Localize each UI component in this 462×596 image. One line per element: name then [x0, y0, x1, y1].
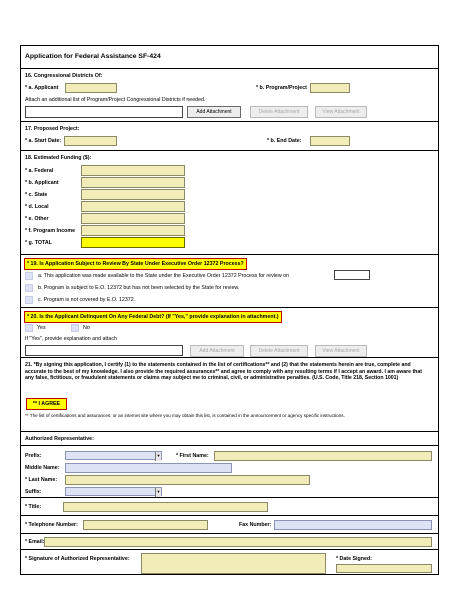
s18-heading: 18. Estimated Funding ($):: [25, 155, 92, 161]
applicant-district-field[interactable]: [65, 83, 117, 93]
email-field[interactable]: [44, 537, 432, 547]
rep-name-block: [21, 445, 438, 498]
s19-option-b-radio[interactable]: [25, 284, 33, 292]
rep-email-row: [21, 533, 438, 550]
date-signed-field[interactable]: [336, 564, 432, 573]
start-date-label: * a. Start Date:: [25, 138, 62, 144]
section-18: [21, 150, 438, 254]
i-agree-checkbox[interactable]: ** I AGREE: [26, 398, 67, 410]
program-district-label: * b. Program/Project: [256, 85, 307, 91]
funding-local-field[interactable]: [81, 201, 185, 212]
last-name-label: * Last Name:: [25, 477, 58, 483]
s19-option-c-label: c. Program is not covered by E.O. 12372.: [38, 297, 136, 303]
middle-name-field[interactable]: [65, 463, 232, 473]
fax-field[interactable]: [274, 520, 432, 530]
s20-explain-label: If "Yes", provide explanation and attach: [25, 336, 117, 342]
s19-option-a-label: a. This application was made available to the State under the Executive Order 12372 Process for review on: [38, 273, 290, 279]
funding-federal-label: * a. Federal: [25, 168, 54, 174]
s20-yes-radio[interactable]: [25, 324, 33, 332]
s20-no-radio[interactable]: [71, 324, 79, 332]
email-label: * Email:: [25, 539, 45, 545]
program-district-field[interactable]: [310, 83, 350, 93]
rep-title-row: [21, 497, 438, 516]
delete-attachment-button[interactable]: Delete Attachment: [250, 106, 308, 118]
chevron-down-icon[interactable]: ▼: [155, 452, 161, 461]
districts-attachment-field[interactable]: [25, 106, 183, 118]
section-21: [21, 357, 438, 432]
first-name-field[interactable]: [214, 451, 432, 461]
prefix-select[interactable]: [65, 451, 162, 460]
s19-review-date-field[interactable]: [334, 270, 370, 280]
s17-heading: 17. Proposed Project:: [25, 126, 80, 132]
prefix-label: Prefix:: [25, 453, 42, 459]
s20-view-attachment-button[interactable]: View Attachment: [315, 345, 367, 357]
signature-field[interactable]: [141, 553, 326, 574]
s20-add-attachment-button[interactable]: Add Attachment: [190, 345, 244, 357]
end-date-label: * b. End Date:: [267, 138, 302, 144]
start-date-field[interactable]: [64, 136, 117, 146]
funding-applicant-field[interactable]: [81, 177, 185, 188]
funding-state-field[interactable]: [81, 189, 185, 200]
funding-local-label: * d. Local: [25, 204, 49, 210]
certification-note: ** The list of certifications and assurances, or an internet site where you may obtain this list, is contained in the announcement or agency specific instructions.: [25, 413, 345, 418]
rep-heading-row: [21, 431, 438, 446]
last-name-field[interactable]: [65, 475, 310, 485]
chevron-down-icon[interactable]: ▼: [155, 488, 161, 497]
attach-districts-label: Attach an additional list of Program/Project Congressional Districts if needed.: [25, 97, 206, 103]
s19-question: * 19. Is Application Subject to Review By State Under Executive Order 12372 Process?: [24, 258, 247, 270]
funding-other-label: * e. Other: [25, 216, 49, 222]
rep-phone-row: [21, 515, 438, 534]
rep-heading: Authorized Representative:: [25, 436, 94, 442]
funding-total-label: * g. TOTAL: [25, 240, 52, 246]
s20-attachment-field[interactable]: [25, 345, 183, 356]
rep-signature-row: [21, 549, 438, 575]
applicant-district-label: * a. Applicant: [25, 85, 59, 91]
add-attachment-button[interactable]: Add Attachment: [187, 106, 241, 118]
title-label: * Title:: [25, 504, 42, 510]
s19-option-c-radio[interactable]: [25, 296, 33, 304]
title-field[interactable]: [63, 502, 268, 512]
section-16: [21, 68, 438, 119]
middle-name-label: Middle Name:: [25, 465, 60, 471]
s19-option-b-label: b. Program is subject to E.O. 12372 but has not been selected by the State for review.: [38, 285, 240, 291]
end-date-field[interactable]: [310, 136, 350, 146]
section-20: [21, 307, 438, 356]
s19-option-a-radio[interactable]: [25, 272, 33, 280]
s20-yes-label: Yes: [37, 325, 46, 331]
suffix-label: Suffix:: [25, 489, 42, 495]
funding-applicant-label: * b. Applicant: [25, 180, 59, 186]
funding-federal-field[interactable]: [81, 165, 185, 176]
s20-no-label: No: [83, 325, 90, 331]
signature-label: * Signature of Authorized Representative:: [25, 556, 130, 562]
section-17: [21, 121, 438, 150]
first-name-label: * First Name:: [176, 453, 209, 459]
funding-other-field[interactable]: [81, 213, 185, 224]
form-title: Application for Federal Assistance SF-424: [25, 53, 161, 60]
suffix-select[interactable]: [65, 487, 162, 496]
s16-heading: 16. Congressional Districts Of:: [25, 73, 103, 79]
s20-delete-attachment-button[interactable]: Delete Attachment: [250, 345, 308, 357]
funding-program-income-label: * f. Program Income: [25, 228, 76, 234]
date-signed-label: * Date Signed:: [336, 556, 372, 562]
funding-state-label: * c. State: [25, 192, 48, 198]
phone-label: * Telephone Number:: [25, 522, 78, 528]
view-attachment-button[interactable]: View Attachment: [315, 106, 367, 118]
fax-label: Fax Number:: [239, 522, 272, 528]
certification-text: 21. *By signing this application, I certify (1) to the statements contained in the list of certifications** and (2) that the statements herein are true, complete and accurate to the best of my knowledge. I also provide the required assurances** and agree to comply with any resulting terms if I accept an award. I am aware that any false, fictitious, or fraudulent statements or claims may subject me to criminal, civil, or administrative penalties. (U.S. Code, Title 218, Section 1001): [25, 362, 422, 382]
sf424-form: [20, 45, 439, 575]
funding-total-field[interactable]: [81, 237, 185, 248]
phone-field[interactable]: [83, 520, 208, 530]
s20-question: * 20. Is the Applicant Delinquent On Any Federal Debt? (If "Yes," provide explanation in attachment.): [24, 311, 282, 323]
section-19: [21, 254, 438, 307]
funding-program-income-field[interactable]: [81, 225, 185, 236]
